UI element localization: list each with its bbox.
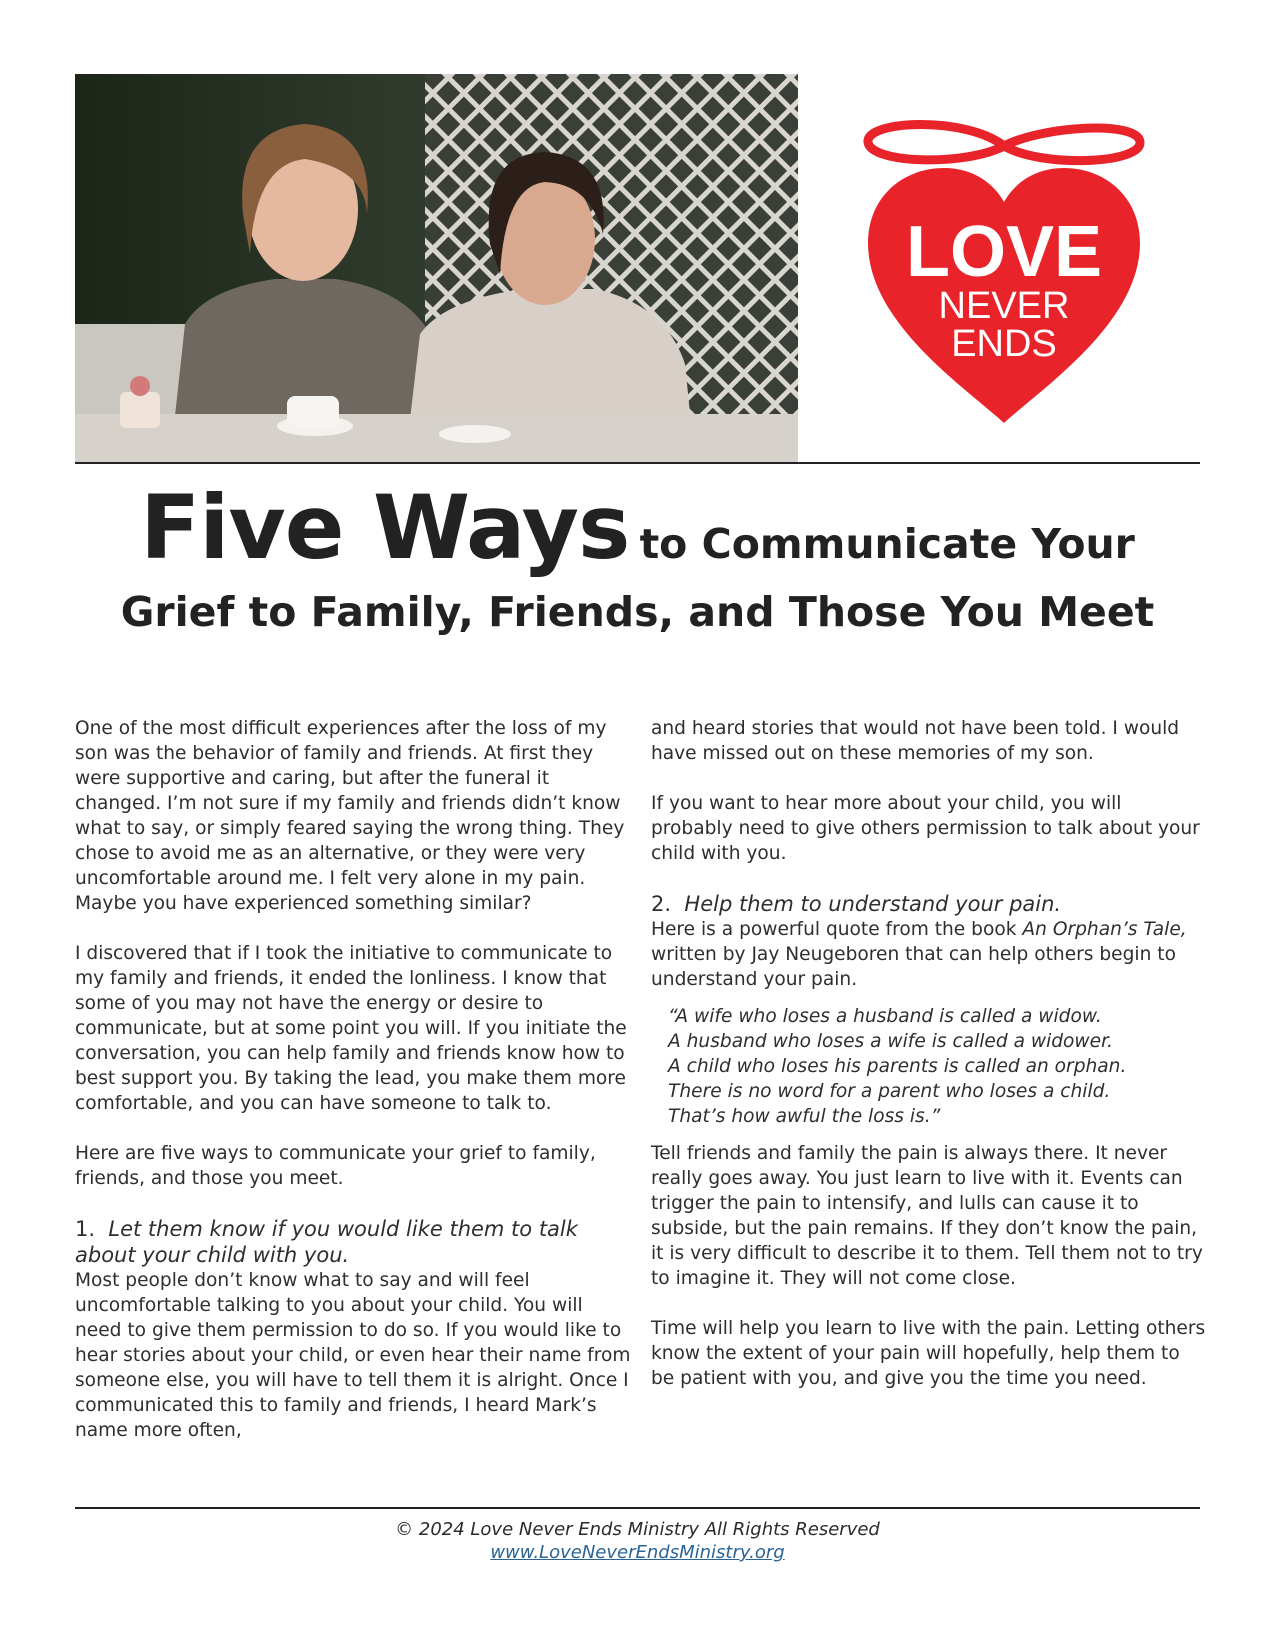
page-title-line2: Grief to Family, Friends, and Those You Meet bbox=[120, 588, 1155, 636]
left-column bbox=[75, 716, 635, 1468]
header-photo bbox=[75, 74, 798, 462]
heading-text: Let them know if you would like them to talk about your child with you. bbox=[75, 1217, 578, 1267]
paragraph: I discovered that if I took the initiative to communicate to my family and friends, it ended the lonliness. I know that some of you may not have the energy or desire to communicate, but at some point you will. If you initiate the conversation, you can help family and friends know how to best support you. By taking the lead, you make them more comfortable, and you can have someone to talk to. bbox=[75, 943, 627, 1114]
top-divider bbox=[75, 462, 1200, 464]
title-small: to Communicate Your bbox=[639, 520, 1135, 568]
quote-block bbox=[651, 1004, 1206, 1129]
heart-logo-icon bbox=[846, 118, 1162, 428]
paragraph: One of the most difficult experiences after the loss of my son was the behavior of family and friends. At first they were supportive and caring, but after the funeral it changed. I’m not sure if my family and friends didn’t know what to say, or simply feared saying the wrong thing. They chose to avoid me as an alternative, or they were very uncomfortable around me. I felt very alone in my pain. Maybe you have experienced something similar? bbox=[75, 718, 625, 914]
paragraph: Time will help you learn to live with the pain. Letting others know the extent of your pain will hopefully, help them to be patient with you, and give you the time you need. bbox=[651, 1318, 1206, 1389]
text-run: Here is a powerful quote from the book bbox=[651, 919, 1023, 940]
paragraph: and heard stories that would not have been told. I would have missed out on these memories of my son. bbox=[651, 718, 1180, 764]
bottom-divider bbox=[75, 1507, 1200, 1509]
page-title bbox=[75, 476, 1200, 579]
quote-line: “A wife who loses a husband is called a widow. bbox=[668, 1006, 1102, 1027]
title-big: Five Ways bbox=[140, 476, 630, 579]
logo-text-never: NEVER bbox=[938, 285, 1070, 327]
paragraph bbox=[651, 917, 1206, 992]
website-link[interactable]: www.LoveNeverEndsMinistry.org bbox=[490, 1542, 785, 1563]
logo-text-ends: ENDS bbox=[951, 323, 1057, 365]
logo-text-love: LOVE bbox=[905, 212, 1103, 292]
paragraph: Tell friends and family the pain is always there. It never really goes away. You just learn to live with it. Events can trigger the pain to intensify, and lulls can cause it to subside, but the pain remains. If they don’t know the pain, it is very difficult to describe it to them. Tell them not to try to imagine it. They will not come close. bbox=[651, 1143, 1203, 1289]
paragraph: Most people don’t know what to say and will feel uncomfortable talking to you about your child. You will need to give them permission to do so. If you would like to hear stories about your child, or even hear their name from someone else, you will have to tell them it is alright. Once I communicated this to family and friends, I heard Mark’s name more often, bbox=[75, 1270, 631, 1441]
paragraph: Here are five ways to communicate your grief to family, friends, and those you meet. bbox=[75, 1143, 596, 1189]
text-run: written by Jay Neugeboren that can help others begin to understand your pain. bbox=[651, 944, 1176, 990]
section-heading-1 bbox=[75, 1216, 635, 1268]
love-never-ends-logo bbox=[846, 118, 1162, 428]
quote-line: There is no word for a parent who loses a child. bbox=[668, 1081, 1111, 1102]
quote-line: That’s how awful the loss is.” bbox=[668, 1106, 941, 1127]
section-heading-2 bbox=[651, 891, 1206, 917]
heading-number: 2. bbox=[651, 892, 672, 916]
copyright-text: © 2024 Love Never Ends Ministry All Rights Reserved bbox=[395, 1519, 880, 1540]
heading-text: Help them to understand your pain. bbox=[684, 892, 1062, 916]
quote-line: A child who loses his parents is called an orphan. bbox=[668, 1056, 1127, 1077]
quote-line: A husband who loses a wife is called a widower. bbox=[668, 1031, 1113, 1052]
photo-illustration bbox=[75, 74, 798, 462]
paragraph: If you want to hear more about your child, you will probably need to give others permission to talk about your child with you. bbox=[651, 793, 1200, 864]
heading-number: 1. bbox=[75, 1217, 96, 1241]
book-title: An Orphan’s Tale, bbox=[1022, 919, 1187, 940]
right-column bbox=[651, 716, 1206, 1416]
footer bbox=[75, 1518, 1200, 1564]
